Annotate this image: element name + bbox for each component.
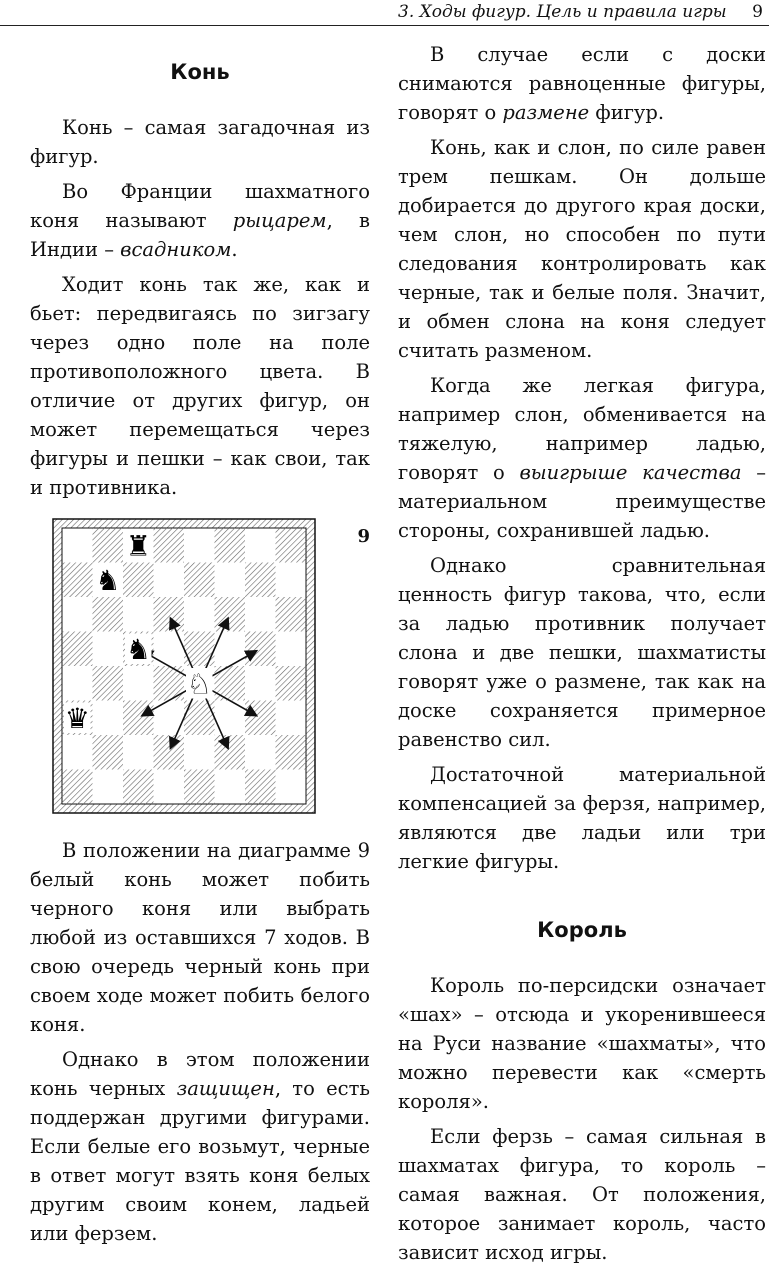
- paragraph: Достаточной материальной компенсацией за ферзя, например, являются две ладьи или три легкие фигуры.: [398, 763, 766, 873]
- dark-square: [93, 597, 124, 632]
- paragraph: В положении на диаграмме 9 белый конь может побить черного коня или выбрать любой из оставшихся 7 ходов. В свою очередь черный конь при своем ходе может побить белого коня.: [30, 839, 370, 1036]
- paragraph: Однако сравнительная ценность фигур такова, что, если за ладью противник получает слона и две пешки, шахматисты говорят уже о размене, так как на доске сохраняется примерное равенство сил.: [398, 554, 766, 751]
- paragraph: Во Франции шахматного коня называют рыцарем, в Индии – всадником.: [30, 180, 370, 261]
- paragraph: Конь – самая загадочная из фигур.: [30, 116, 370, 168]
- dark-square: [62, 770, 93, 805]
- dark-square: [93, 735, 124, 770]
- right-column: [398, 40, 766, 1273]
- dark-square: [154, 597, 185, 632]
- section-title-king: Король: [537, 918, 627, 942]
- black-queen-icon: ♛: [64, 701, 90, 735]
- white-knight-icon: ♘: [186, 667, 212, 701]
- dark-square: [62, 563, 93, 598]
- emphasis: выигрыше качества: [519, 461, 742, 484]
- dark-square: [245, 770, 276, 805]
- dark-square: [154, 735, 185, 770]
- left-column: [30, 40, 370, 1254]
- chess-board: [52, 518, 316, 816]
- paragraph: Конь, как и слон, по силе равен трем пешкам. Он дольше добирается до другого края доски, чем слон, но способен по пути следования контролировать как черные, так и белые поля. Значит, и обмен слона на коня следует считать разменом.: [398, 136, 766, 362]
- diagram-number: 9: [357, 526, 370, 547]
- section-title-knight: Конь: [170, 60, 230, 84]
- running-head: 3. Ходы фигур. Цель и правила игры: [398, 2, 727, 22]
- diagram-9: [30, 518, 370, 818]
- dark-square: [276, 597, 307, 632]
- dark-square: [123, 563, 154, 598]
- paragraph: В случае если с доски снимаются равноценные фигуры, говорят о размене фигур.: [398, 43, 766, 124]
- paragraph: Ходит конь так же, как и бьет: передвигаясь по зигзагу через одно поле на поле противоположного цвета. В отличие от других фигур, он может перемещаться через фигуры и пешки – как свои, так и противника.: [30, 273, 370, 499]
- black-knight-b7-icon: ♞: [95, 563, 121, 597]
- dark-square: [245, 701, 276, 736]
- emphasis: защищен: [176, 1077, 275, 1100]
- paragraph: Однако в этом положении конь черных защищен, то есть поддержан другими фигурами. Если белые его возьмут, черные в ответ могут взять коня белых другим своим конем, ладьей или ферзем.: [30, 1048, 370, 1245]
- dark-square: [93, 666, 124, 701]
- dark-square: [215, 735, 246, 770]
- dark-square: [93, 528, 124, 563]
- dark-square: [154, 528, 185, 563]
- dark-square: [245, 632, 276, 667]
- paragraph: Если ферзь – самая сильная в шахматах фигура, то король – самая важная. От положения, которое занимает король, часто зависит исход игры.: [398, 1125, 766, 1264]
- dark-square: [215, 528, 246, 563]
- page-number: 9: [752, 2, 763, 22]
- dark-square: [123, 770, 154, 805]
- dark-square: [184, 770, 215, 805]
- dark-square: [276, 666, 307, 701]
- black-rook-icon: ♜: [125, 529, 151, 563]
- dark-square: [276, 735, 307, 770]
- emphasis: всадником: [120, 238, 232, 261]
- emphasis: размене: [502, 101, 590, 124]
- dark-square: [215, 597, 246, 632]
- black-knight-c5-icon: ♞: [125, 632, 151, 666]
- emphasis: рыцарем: [232, 209, 327, 232]
- page-header: [0, 0, 769, 20]
- dark-square: [123, 701, 154, 736]
- dark-square: [62, 632, 93, 667]
- dark-square: [245, 563, 276, 598]
- paragraph: Король по-персидски означает «шах» – отсюда и укоренившееся на Руси название «шахматы», что можно перевести как «смерть короля».: [398, 974, 766, 1113]
- header-rule: [0, 25, 769, 26]
- dark-square: [276, 528, 307, 563]
- paragraph: Когда же легкая фигура, например слон, обменивается на тяжелую, например ладью, говорят о выигрыше качества – материальном преимуществе стороны, сохранившей ладью.: [398, 374, 766, 542]
- dark-square: [184, 563, 215, 598]
